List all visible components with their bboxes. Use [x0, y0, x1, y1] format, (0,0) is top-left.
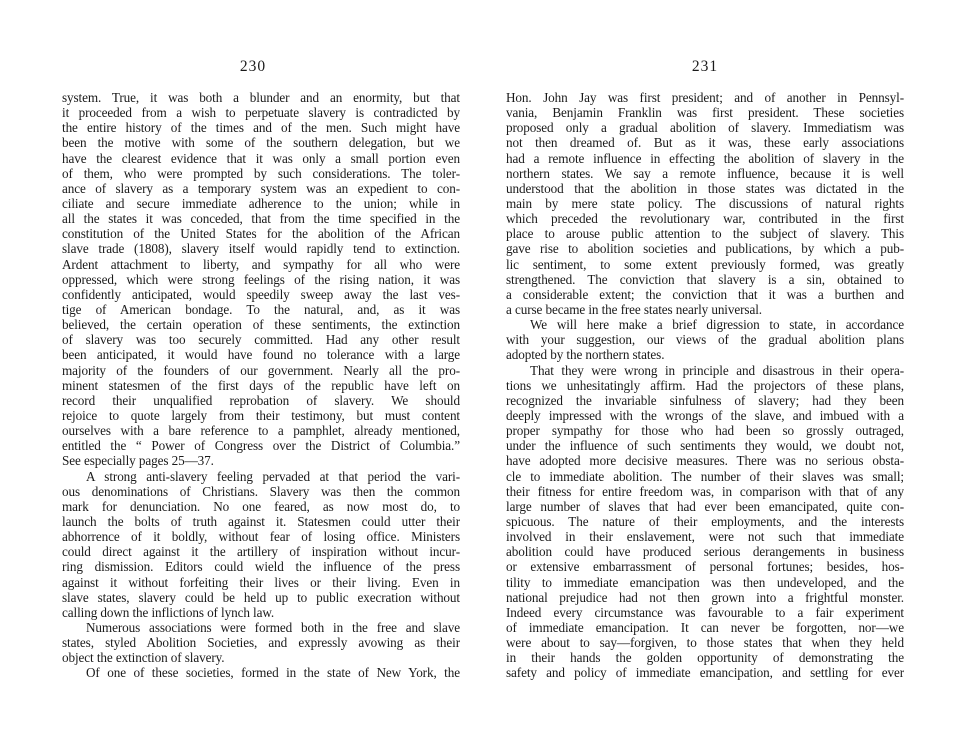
text-line: abolition could have produced serious derangements in business: [506, 544, 904, 560]
text-line: A strong anti-slavery feeling pervaded at that period the vari-: [86, 468, 460, 484]
left-page: [62, 0, 460, 753]
page-number: 230: [239, 58, 267, 75]
text-line: That they were wrong in principle and disastrous in their opera-: [530, 362, 904, 378]
text-line: the entire history of the times and of the men. Such might have: [62, 120, 460, 136]
text-line: ourselves with a bare reference to a pamphlet, already mentioned,: [62, 423, 460, 439]
text-line: national prejudice had not then grown into a frightful monster.: [506, 589, 904, 605]
right-page: [506, 0, 904, 753]
text-line: of slavery was too securely committed. Had any other result: [62, 332, 460, 348]
text-line: Ardent attachment to liberty, and sympathy for all who were: [62, 256, 460, 272]
text-line: slave trade (1808), slavery itself would rapidly tend to extinction.: [62, 241, 460, 257]
text-line: recognized the invariable sinfulness of slavery; had they been: [506, 392, 904, 408]
text-line: a curse became in the free states nearly universal.: [506, 301, 762, 317]
text-line: Indeed every circumstance was favourable to a fair experiment: [506, 604, 904, 620]
page-text: [506, 90, 904, 680]
text-line: had a remote influence in effecting the abolition of slavery in the: [506, 150, 904, 166]
text-line: were about to say—forgiven, to those states that when they held: [506, 635, 904, 651]
text-line: northern states. We say a remote influence, because it is well: [506, 165, 904, 181]
text-line: ring dismission. Editors could wield the influence of the press: [62, 559, 460, 575]
text-line: constitution of the United States for the abolition of the African: [62, 226, 460, 242]
text-line: gave rise to abolition societies and publications, by which a pub-: [506, 241, 904, 257]
text-line: adopted by the northern states.: [506, 347, 665, 363]
text-line: under the influence of such sentiments they would, we doubt not,: [506, 438, 904, 454]
page-number: 231: [691, 58, 719, 75]
text-line: oppressed, which were strong feelings of the rising nation, it was: [62, 271, 460, 287]
text-line: been the motive with some of the southern delegation, but we: [62, 135, 460, 151]
text-line: have adopted more decisive measures. There was no serious obsta-: [506, 453, 904, 469]
text-line: abhorrence of it boldly, without fear of losing office. Ministers: [62, 529, 460, 545]
text-line: ance of slavery as a temporary system was an expedient to con-: [62, 180, 460, 196]
text-line: or extensive embarrassment of personal fortunes; besides, hos-: [506, 559, 904, 575]
text-line: cle to immediate abolition. The number of their slaves was small;: [506, 468, 904, 484]
text-line: rejoice to quote largely from their testimony, but must content: [62, 407, 460, 423]
text-line: main by mere state policy. The discussions of natural rights: [506, 195, 904, 211]
text-line: not then dreamed of. But as it was, these early associations: [506, 135, 904, 151]
text-line: proper sympathy for those who had been so grossly outraged,: [506, 423, 904, 439]
text-line: which preceded the revolutionary war, contributed in the first: [506, 211, 904, 227]
text-line: been anticipated, it would have found no tolerance with a large: [62, 347, 460, 363]
text-line: could direct against it the artillery of inspiration without incur-: [62, 544, 460, 560]
text-line: Of one of these societies, formed in the state of New York, the: [86, 665, 460, 681]
text-line: calling down the inflictions of lynch law.: [62, 604, 275, 620]
text-line: mark for denunciation. No one feared, as now most do, to: [62, 498, 460, 514]
text-line: with your suggestion, our views of the gradual abolition plans: [506, 332, 904, 348]
text-line: place to arouse public attention to the subject of slavery. This: [506, 226, 904, 242]
page-text: [62, 90, 460, 680]
text-line: have the clearest evidence that it was only a small portion even: [62, 150, 460, 166]
text-line: states, styled Abolition Societies, and expressly avowing as their: [62, 635, 460, 651]
text-line: of immediate emancipation. It can never be forgotten, nor—we: [506, 619, 904, 635]
text-line: all the states it was conceded, that from the time specified in the: [62, 211, 460, 227]
text-line: involved in their enslavement, were not such that immediate: [506, 529, 904, 545]
text-line: tige of American bondage. To the natural, and, as it was: [62, 301, 460, 317]
text-line: Hon. John Jay was first president; and of another in Pennsyl-: [506, 90, 904, 105]
text-line: confidently anticipated, would speedily sweep away the last ves-: [62, 286, 460, 302]
text-line: launch the bolts of truth against it. Statesmen could utter their: [62, 513, 460, 529]
text-line: believed, the certain operation of these sentiments, the extinction: [62, 317, 460, 333]
text-line: minent statesmen of the first days of the republic have left on: [62, 377, 460, 393]
text-line: entitled the “ Power of Congress over the District of Columbia.”: [62, 438, 460, 454]
text-line: deeply impressed with the wrongs of the slave, and imbued with a: [506, 407, 904, 423]
text-line: ciliate and secure immediate adherence to the union; while in: [62, 195, 460, 211]
text-line: in their hands the golden opportunity of demonstrating the: [506, 650, 904, 666]
text-line: tions we unhesitatingly affirm. Had the projectors of these plans,: [506, 377, 904, 393]
text-line: slave states, slavery could be held up to public execration without: [62, 589, 460, 605]
text-line: a considerable extent; the conviction that it was a burthen and: [506, 286, 904, 302]
text-line: object the extinction of slavery.: [62, 650, 225, 666]
text-line: of them, who were prompted by such considerations. The toler-: [62, 165, 460, 181]
text-line: system. True, it was both a blunder and an enormity, but that: [62, 90, 460, 105]
text-line: spicuous. The nature of their employments, and the interests: [506, 513, 904, 529]
text-line: ous denominations of Christians. Slavery was then the common: [62, 483, 460, 499]
text-line: understood that the abolition in those states was dictated in the: [506, 180, 904, 196]
text-line: We will here make a brief digression to state, in accordance: [530, 317, 904, 333]
text-line: against it without forfeiting their lives or their living. Even in: [62, 574, 460, 590]
text-line: tility to immediate emancipation was then undeveloped, and the: [506, 574, 904, 590]
text-line: their fitness for entire freedom was, in comparison with that of any: [506, 483, 904, 499]
text-line: lic sentiment, to some extent previously formed, was greatly: [506, 256, 904, 272]
text-line: Numerous associations were formed both in the free and slave: [86, 619, 460, 635]
text-line: See especially pages 25—37.: [62, 453, 214, 469]
text-line: proposed only a gradual abolition of slavery. Immediatism was: [506, 120, 904, 136]
text-line: record their unqualified reprobation of slavery. We should: [62, 392, 460, 408]
text-line: vania, Benjamin Franklin was first president. These societies: [506, 105, 904, 121]
text-line: large number of slaves that had ever been emancipated, quite con-: [506, 498, 904, 514]
text-line: it proceeded from a wish to perpetuate slavery is contradicted by: [62, 105, 460, 121]
text-line: safety and policy of immediate emancipation, and settling for ever: [506, 665, 904, 681]
text-line: majority of the founders of our government. Nearly all the pro-: [62, 362, 460, 378]
text-line: strengthened. The conviction that slavery is a sin, obtained to: [506, 271, 904, 287]
